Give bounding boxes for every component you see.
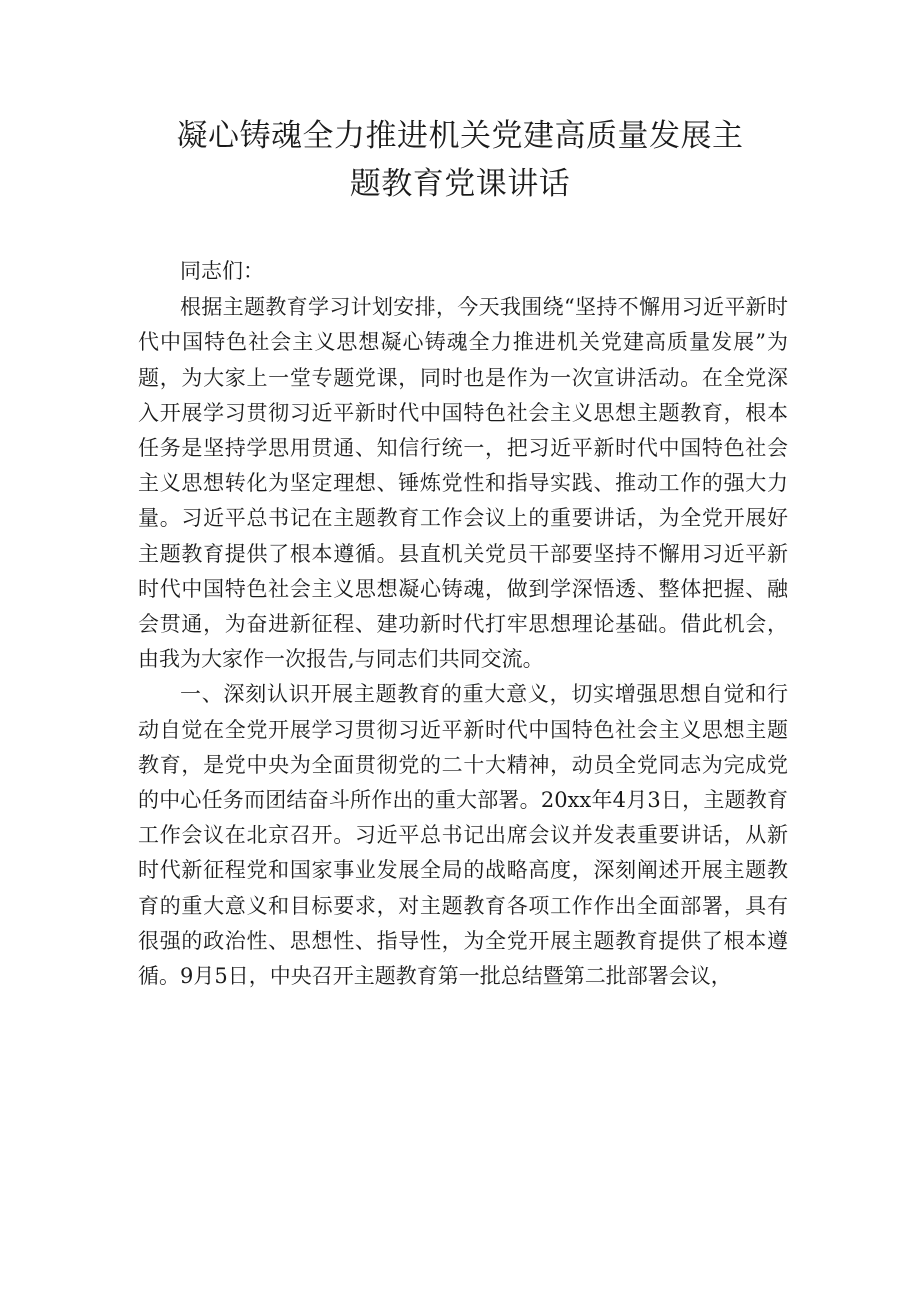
title-line-2: 题教育党课讲话 — [349, 166, 571, 202]
document-title — [130, 112, 790, 208]
paragraph-intro: 根据主题教育学习计划安排，今天我围绕“坚持不懈用习近平新时代中国特色社会主义思想凝心铸魂全力推进机关党建高质量发展”为题，为大家上一堂专题党课，同时也是作为一次宣讲活动。在全党深入开展学习贯彻习近平新时代中国特色社会主义思想主题教育，根本任务是坚持学思用贯通、知信行统一，把习近平新时代中国特色社会主义思想转化为坚定理想、锤炼党性和指导实践、推动工作的强大力量。习近平总书记在主题教育工作会议上的重要讲话，为全党开展好主题教育提供了根本遵循。县直机关党员干部要坚持不懈用习近平新时代中国特色社会主义思想凝心铸魂，做到学深悟透、整体把握、融会贯通，为奋进新征程、建功新时代打牢思想理论基础。借此机会，由我为大家作一次报告,与同志们共同交流。 — [138, 295, 788, 672]
greeting: 同志们： — [180, 259, 264, 283]
paragraph-section-one: 一、深刻认识开展主题教育的重大意义，切实增强思想自觉和行动自觉在全党开展学习贯彻习近平新时代中国特色社会主义思想主题教育，是党中央为全面贯彻党的二十大精神，动员全党同志为完成党的中心任务而团结奋斗所作出的重大部署。20xx年4月3日，主题教育工作会议在北京召开。习近平总书记出席会议并发表重要讲话，从新时代新征程党和国家事业发展全局的战略高度，深刻阐述开展主题教育的重大意义和目标要求，对主题教育各项工作作出全面部署，具有很强的政治性、思想性、指导性，为全党开展主题教育提供了根本遵循。9月5日，中央召开主题教育第一批总结暨第二批部署会议， — [138, 682, 788, 989]
title-line-1: 凝心铸魂全力推进机关党建高质量发展主 — [176, 118, 744, 154]
document-body — [138, 254, 788, 994]
